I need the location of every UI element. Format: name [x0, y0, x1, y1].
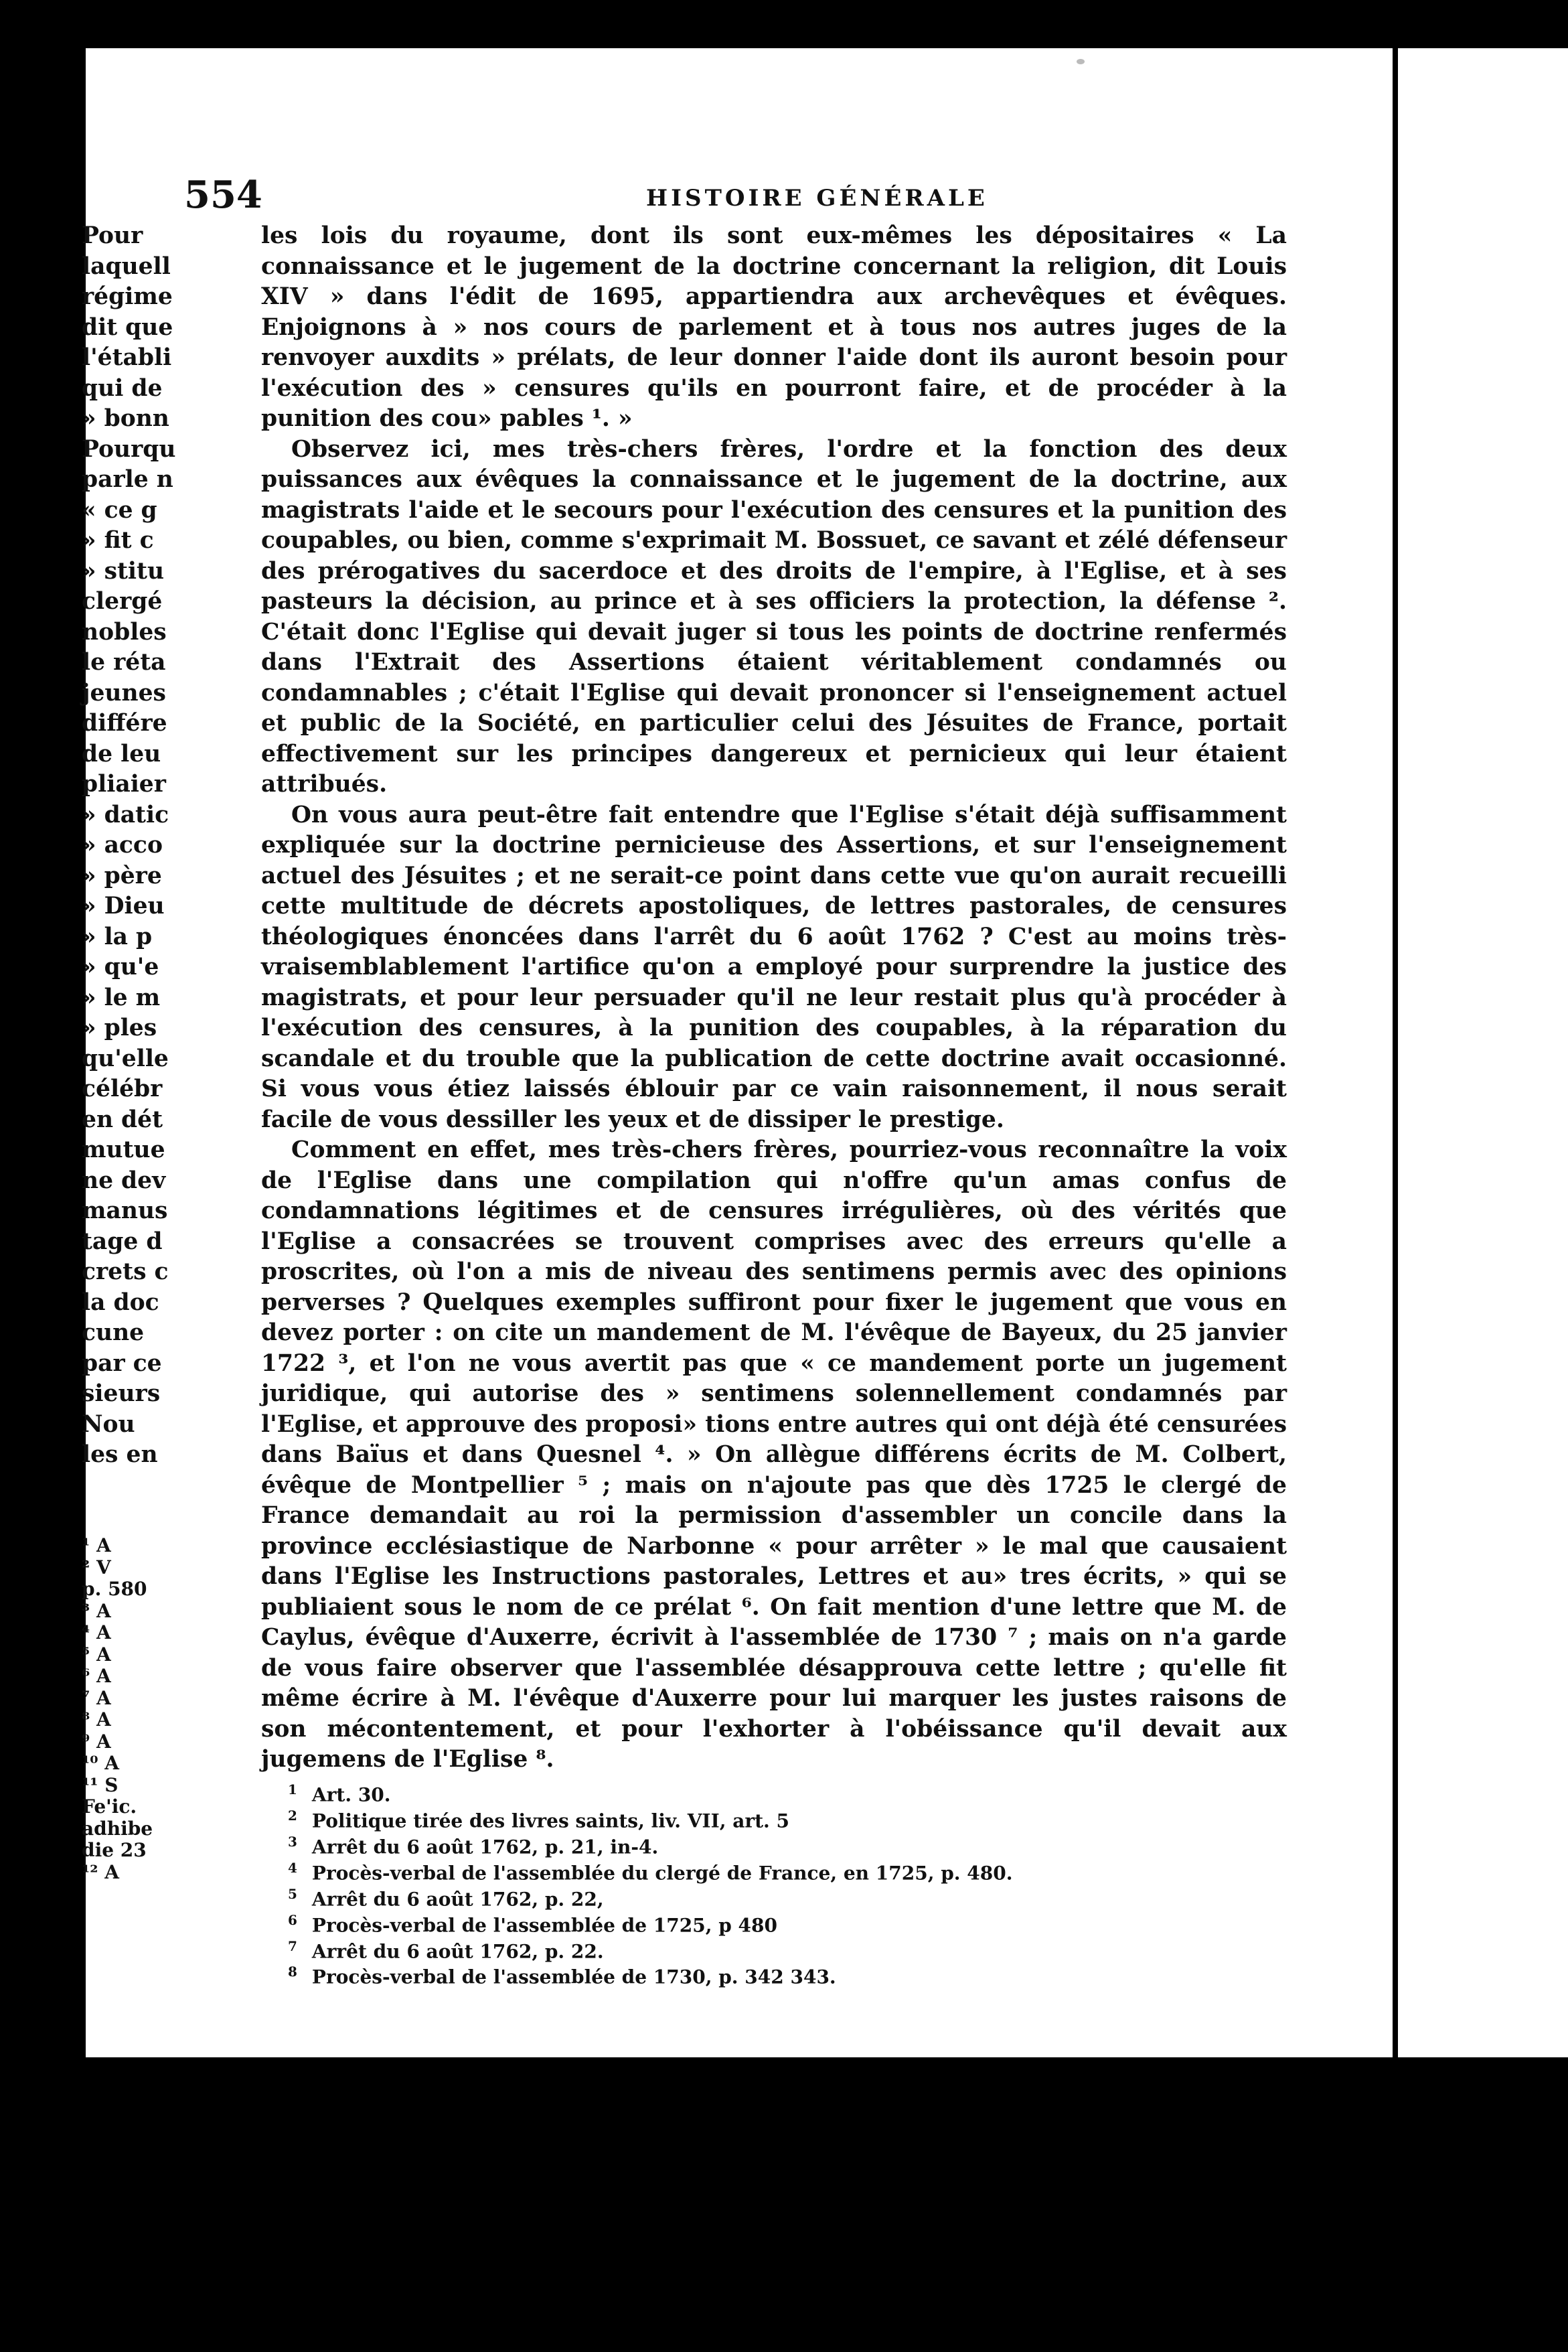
right-page-line: de leu: [82, 740, 161, 767]
right-page-line: dit que: [82, 313, 173, 341]
right-page-line: » la p: [82, 923, 153, 950]
footnote: [288, 1936, 1292, 1962]
right-page-line: le réta: [82, 649, 166, 676]
right-page-line: régime: [82, 283, 173, 310]
right-page-line: Pourqu: [82, 435, 176, 463]
footnote: [288, 1806, 1292, 1832]
right-page-line: par ce: [82, 1349, 162, 1377]
right-page-line: cune: [82, 1319, 145, 1346]
right-page-footnote: ² V: [82, 1556, 111, 1578]
footnote-number: 1: [288, 1781, 297, 1797]
right-page-line: » qu'e: [82, 954, 159, 980]
footnote-text: Arrêt du 6 août 1762, p. 22.: [311, 1939, 604, 1962]
footnote-text: Procès-verbal de l'assemblée du clergé de France, en 1725, p. 480.: [311, 1862, 1013, 1885]
footnote: [288, 1832, 1292, 1858]
right-page-line: la doc: [82, 1289, 159, 1316]
footnote-text: Politique tirée des livres saints, liv. VII, art. 5: [311, 1810, 790, 1832]
right-page-line: Nou: [82, 1410, 135, 1438]
right-page-footnote: ¹ A: [82, 1534, 111, 1556]
right-page-line: manus: [82, 1197, 168, 1224]
right-page-footnote: ⁹ A: [82, 1730, 111, 1753]
right-page-line: qui de: [82, 374, 163, 402]
footnote-text: Arrêt du 6 août 1762, p. 21, in-4.: [311, 1836, 659, 1858]
right-page-footnote: ¹¹ S: [82, 1773, 119, 1796]
right-page-line: Pour: [82, 222, 143, 249]
footnote-number: 7: [288, 1937, 297, 1954]
paragraph: Observez ici, mes très-chers frères, l'ordre et la fonction des deux puissances aux évêques la connaissance et le jugement de la doctrine, aux magistrats l'aide et le secours pour l'exécution des censures et la punition des coupables, ou bien, comme s'exprimait M. Bossuet, ce savant et zélé défenseur des prérogatives du sacerdoce et des droits de l'empire, à l'Eglise, et à ses pasteurs la décision, au prince et à ses officiers la protection, la défense ². C'était donc l'Eglise qui devait juger si tous les points de doctrine renfermés dans l'Extrait des Assertions étaient véritablement condamnés ou condamnables ; c'était l'Eglise qui devait prononcer si l'enseignement actuel et public de la Société, en particulier celui des Jésuites de France, portait effectivement sur les principes dangereux et pernicieux qui leur étaient attribués.: [261, 435, 1287, 798]
right-page-footnote: ¹² A: [82, 1860, 119, 1883]
right-page-footnote: die 23: [82, 1839, 147, 1861]
right-page-line: différe: [82, 710, 167, 737]
footnote: [288, 1858, 1292, 1884]
right-page-line: « ce g: [82, 496, 157, 524]
right-page-line: » fit c: [82, 527, 154, 554]
right-page-footnote: ³ A: [82, 1599, 111, 1622]
right-page-line: » Dieu: [82, 893, 165, 920]
right-page-line: nobles: [82, 618, 167, 646]
paragraph: On vous aura peut-être fait entendre que l'Eglise s'était déjà suffisamment expliquée sur la doctrine pernicieuse des Assertions, et sur l'enseignement actuel des Jésuites ; et ne serait-ce point dans cette vue qu'on aurait recueilli cette multitude de décrets apostoliques, de lettres pastorales, de censures théologiques énoncées dans l'arrêt du 6 août 1762 ? C'est au moins très-vraisemblablement l'artifice qu'on a employé pour surprendre la justice des magistrats, et pour leur persuader qu'il ne leur restait plus qu'à procéder à l'exécution des censures, à la punition des coupables, à la réparation du scandale et du trouble que la publication de cette doctrine avait occasionné. Si vous vous étiez laissés éblouir par ce vain raisonnement, il nous serait facile de vous dessiller les yeux et de dissiper le prestige.: [261, 801, 1287, 1133]
right-page-footnote: ⁶ A: [82, 1665, 111, 1687]
right-page-line: l'établi: [82, 344, 172, 371]
running-title: HISTOIRE GÉNÉRALE: [646, 185, 988, 212]
right-page-footnote: Fe'ic.: [82, 1795, 137, 1818]
ink-speck: [1077, 59, 1085, 64]
right-page-line: » bonn: [82, 405, 169, 432]
right-page-line: laquell: [82, 252, 171, 280]
right-page-line: mutue: [82, 1136, 165, 1163]
right-page-footnote: adhibe: [82, 1817, 153, 1840]
right-page-footnotes: [82, 1535, 153, 1883]
right-page-line: les en: [82, 1441, 158, 1468]
right-page-line: » stitu: [82, 557, 165, 585]
right-page-line: » datic: [82, 801, 169, 828]
right-page-line: parle n: [82, 466, 173, 493]
paragraph: Comment en effet, mes très-chers frères, pourriez-vous reconnaître la voix de l'Eglise dans une compilation qui n'offre qu'un amas confus de condamnations légitimes et de censures irrégulières, où des vérités que l'Eglise a consacrées se trouvent comprises avec des erreurs qu'elle a proscrites, où l'on a mis de niveau des sentimens permis avec des opinions perverses ? Quelques exemples suffiront pour fixer le jugement que vous en devez porter : on cite un mandement de M. l'évêque de Bayeux, du 25 janvier 1722 ³, et l'on ne vous avertit pas que « ce mandement porte un jugement juridique, qui autorise des » sentimens solennellement condamnés par l'Eglise, et approuve des proposi» tions entre autres qui ont déjà été censurées dans Baïus et dans Quesnel ⁴. » On allègue différens écrits de M. Colbert, évêque de Montpellier ⁵ ; mais on n'ajoute pas que dès 1725 le clergé de France demandait au roi la permission d'assembler un concile dans la province ecclésiastique de Narbonne « pour arrêter » le mal que causaient dans l'Eglise les Instructions pastorales, Lettres et au» tres écrits, » qui se publiaient sous le nom de ce prélat ⁶. On fait mention d'une lettre que M. de Caylus, évêque d'Auxerre, écrivit à l'assemblée de 1730 ⁷ ; mais on n'a garde de vous faire observer que l'assemblée désapprouva cette lettre ; qu'elle fit même écrire à M. l'évêque d'Auxerre pour lui marquer les justes raisons de son mécontentement, et pour l'exhorter à l'obéissance qu'il devait aux jugemens de l'Eglise ⁸.: [261, 1136, 1287, 1773]
right-page-footnote: ⁵ A: [82, 1643, 111, 1666]
footnote-number: 5: [288, 1885, 297, 1902]
page-number: 554: [184, 173, 262, 217]
footnote-number: 2: [288, 1807, 297, 1824]
right-page-line: » père: [82, 862, 162, 889]
body-text: [261, 221, 1287, 1775]
right-page-footnote: ⁷ A: [82, 1686, 111, 1709]
page-header: [184, 173, 1282, 220]
right-page-edge: [1398, 48, 1568, 2057]
footnote-number: 3: [288, 1833, 297, 1850]
footnote-number: 8: [288, 1964, 297, 1980]
right-page-line: qu'elle: [82, 1045, 169, 1072]
footnote-text: Arrêt du 6 août 1762, p. 22,: [311, 1888, 604, 1911]
right-page-line: crets c: [82, 1258, 169, 1285]
right-page-line: clergé: [82, 588, 163, 615]
right-page-line: jeunes: [82, 679, 166, 707]
footnote: [288, 1779, 1292, 1806]
right-page-line: » le m: [82, 984, 161, 1011]
footnote: [288, 1910, 1292, 1936]
footnote-text: Procès-verbal de l'assemblée de 1730, p. 342 343.: [311, 1966, 836, 1988]
right-page-line: sieurs: [82, 1380, 161, 1407]
footnote-text: Art. 30.: [311, 1783, 391, 1806]
footnote-text: Procès-verbal de l'assemblée de 1725, p 480: [311, 1913, 777, 1936]
right-page-line: tage d: [82, 1228, 163, 1255]
right-page-line: pliaier: [82, 771, 166, 798]
footnote-number: 4: [288, 1859, 297, 1876]
paragraph: les lois du royaume, dont ils sont eux-mêmes les dépositaires « La connaissance et le jugement de la doctrine concernant la religion, dit Louis XIV » dans l'édit de 1695, appartiendra aux archevêques et évêques. Enjoignons à » nos cours de parlement et à tous nos autres juges de la renvoyer auxdits » prélats, de leur donner l'aide dont ils auront besoin pour l'exécution des » censures qu'ils en pourront faire, et de procéder à la punition des cou» pables ¹. »: [261, 222, 1287, 432]
right-page-footnote: ¹⁰ A: [82, 1752, 119, 1774]
right-page-line: ne dev: [82, 1167, 166, 1194]
right-page-footnote: ⁴ A: [82, 1621, 111, 1643]
footnote-number: 6: [288, 1911, 297, 1928]
footnote: [288, 1962, 1292, 1988]
right-page-footnote: p. 580: [82, 1578, 147, 1600]
footnotes: [288, 1779, 1292, 1988]
right-page-line: en dét: [82, 1106, 163, 1133]
right-page-line: célébr: [82, 1076, 163, 1102]
footnote: [288, 1884, 1292, 1910]
right-page-footnote: ⁸ A: [82, 1708, 111, 1731]
right-page-text: [82, 221, 176, 1471]
right-page-line: » acco: [82, 832, 163, 859]
right-page-line: » ples: [82, 1015, 157, 1041]
